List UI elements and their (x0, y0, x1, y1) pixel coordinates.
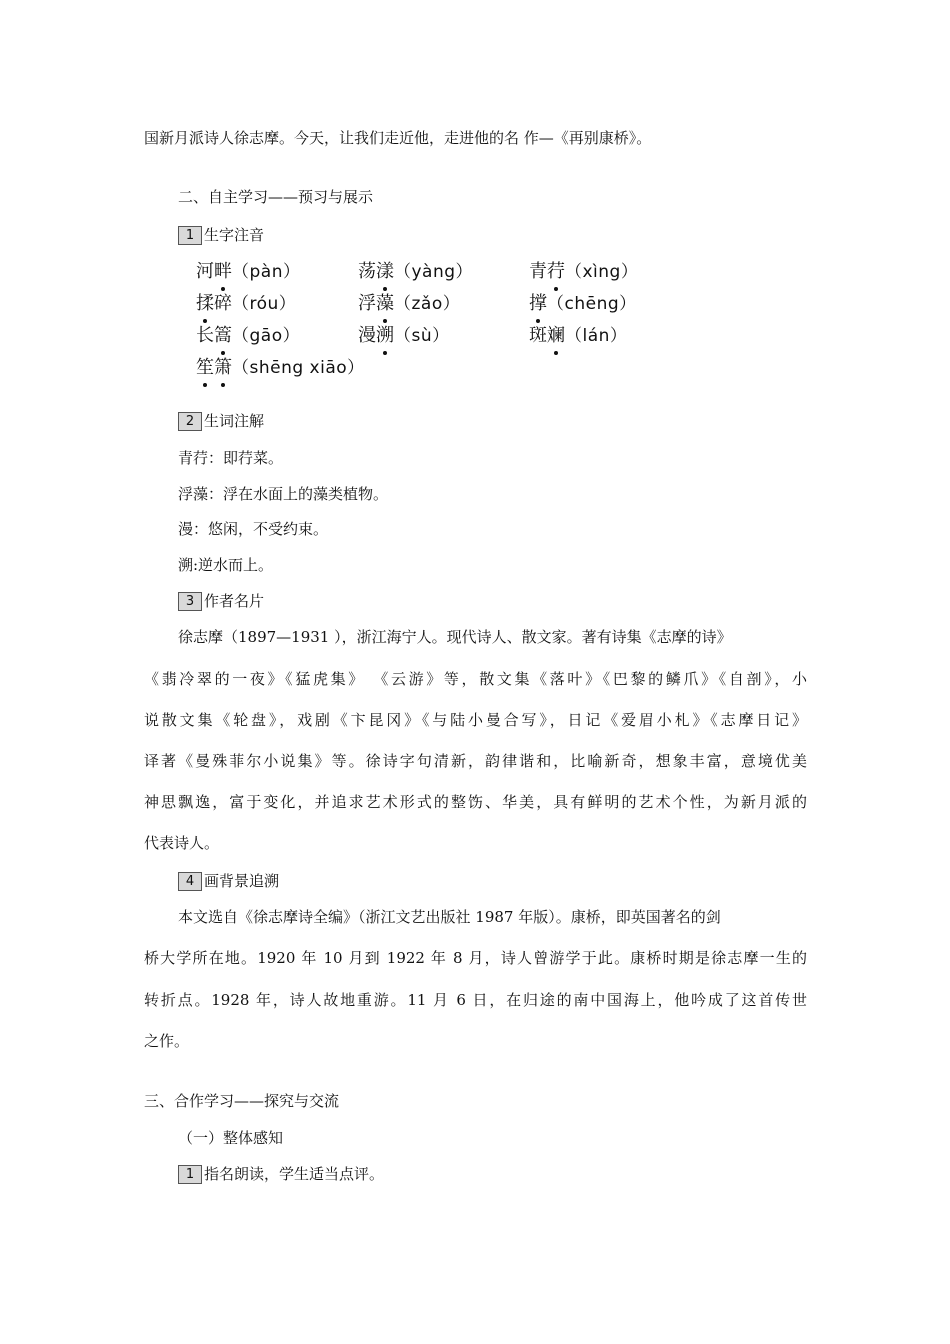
item-number-box: 4 (178, 872, 202, 891)
glossary-entry: 浮藻：浮在水面上的藻类植物。 (178, 485, 389, 503)
author-paragraph-line: 代表诗人。 (144, 834, 220, 852)
glossary-entry: 溯:逆水而上。 (178, 556, 274, 574)
item-label: 生词注解 (204, 412, 265, 430)
pinyin-entry: 揉碎（róu） (196, 293, 297, 314)
pinyin-entry: 荡漾（yàng） (358, 261, 474, 282)
glossary-entry: 漫：悠闲，不受约束。 (178, 520, 329, 538)
pinyin-entry: 撑（chēng） (529, 293, 637, 314)
author-paragraph-line: 徐志摩（1897—1931 ），浙江海宁人。现代诗人、散文家。著有诗集《志摩的诗》 (178, 628, 732, 646)
item-label: 画背景追溯 (204, 872, 280, 890)
item-3-heading (178, 591, 264, 611)
item-label: 作者名片 (204, 592, 265, 610)
section-2-heading: 二、自主学习——预习与展示 (178, 188, 374, 206)
pinyin-entry: 长篙（gāo） (196, 325, 301, 346)
item-1-heading (178, 1164, 384, 1184)
pinyin-entry: 青荇（xìng） (529, 261, 639, 282)
item-number-box: 1 (178, 226, 202, 245)
pinyin-entry: 笙箫（shēng xiāo） (196, 357, 365, 378)
background-paragraph-line: 之作。 (144, 1032, 190, 1050)
subsection-heading: （一）整体感知 (178, 1129, 284, 1147)
section-3-heading: 三、合作学习——探究与交流 (144, 1092, 340, 1110)
background-paragraph-line: 本文选自《徐志摩诗全编》（浙江文艺出版社 1987 年版）。康桥，即英国著名的剑 (178, 908, 721, 926)
pinyin-entry: 斑斓（lán） (529, 325, 628, 346)
item-number-box: 2 (178, 412, 202, 431)
glossary-entry: 青荇：即荇菜。 (178, 449, 284, 467)
background-paragraph-line: 转折点。1928 年，诗人故地重游。11 月 6 日，在归途的南中国海上，他吟成了这首传世 (144, 991, 807, 1009)
item-number-box: 1 (178, 1165, 202, 1184)
item-4-heading (178, 871, 279, 891)
intro-line: 国新月派诗人徐志摩。今天，让我们走近他，走进他的名 作—《再别康桥》。 (144, 129, 652, 147)
item-label: 指名朗读，学生适当点评。 (204, 1165, 385, 1183)
pinyin-entry: 河畔（pàn） (196, 261, 301, 282)
author-paragraph-line: 译著《曼殊菲尔小说集》等。徐诗字句清新，韵律谐和，比喻新奇，想象丰富，意境优美 (144, 752, 807, 770)
pinyin-entry: 浮藻（zǎo） (358, 293, 461, 314)
item-label: 生字注音 (204, 226, 265, 244)
author-paragraph-line: 说散文集《轮盘》，戏剧《卞昆冈》《与陆小曼合写》，日记《爱眉小札》《志摩日记》 (144, 711, 807, 729)
item-2-heading (178, 411, 264, 431)
item-number-box: 3 (178, 592, 202, 611)
author-paragraph-line: 《翡冷翠的一夜》《猛虎集》 《云游》等，散文集《落叶》《巴黎的鳞爪》《自剖》，小 (144, 670, 807, 688)
author-paragraph-line: 神思飘逸，富于变化，并追求艺术形式的整饬、华美，具有鲜明的艺术个性，为新月派的 (144, 793, 807, 811)
pinyin-entry: 漫溯（sù） (358, 325, 450, 346)
background-paragraph-line: 桥大学所在地。1920 年 10 月到 1922 年 8 月，诗人曾游学于此。康桥时期是徐志摩一生的 (144, 949, 807, 967)
item-1-heading (178, 225, 264, 245)
